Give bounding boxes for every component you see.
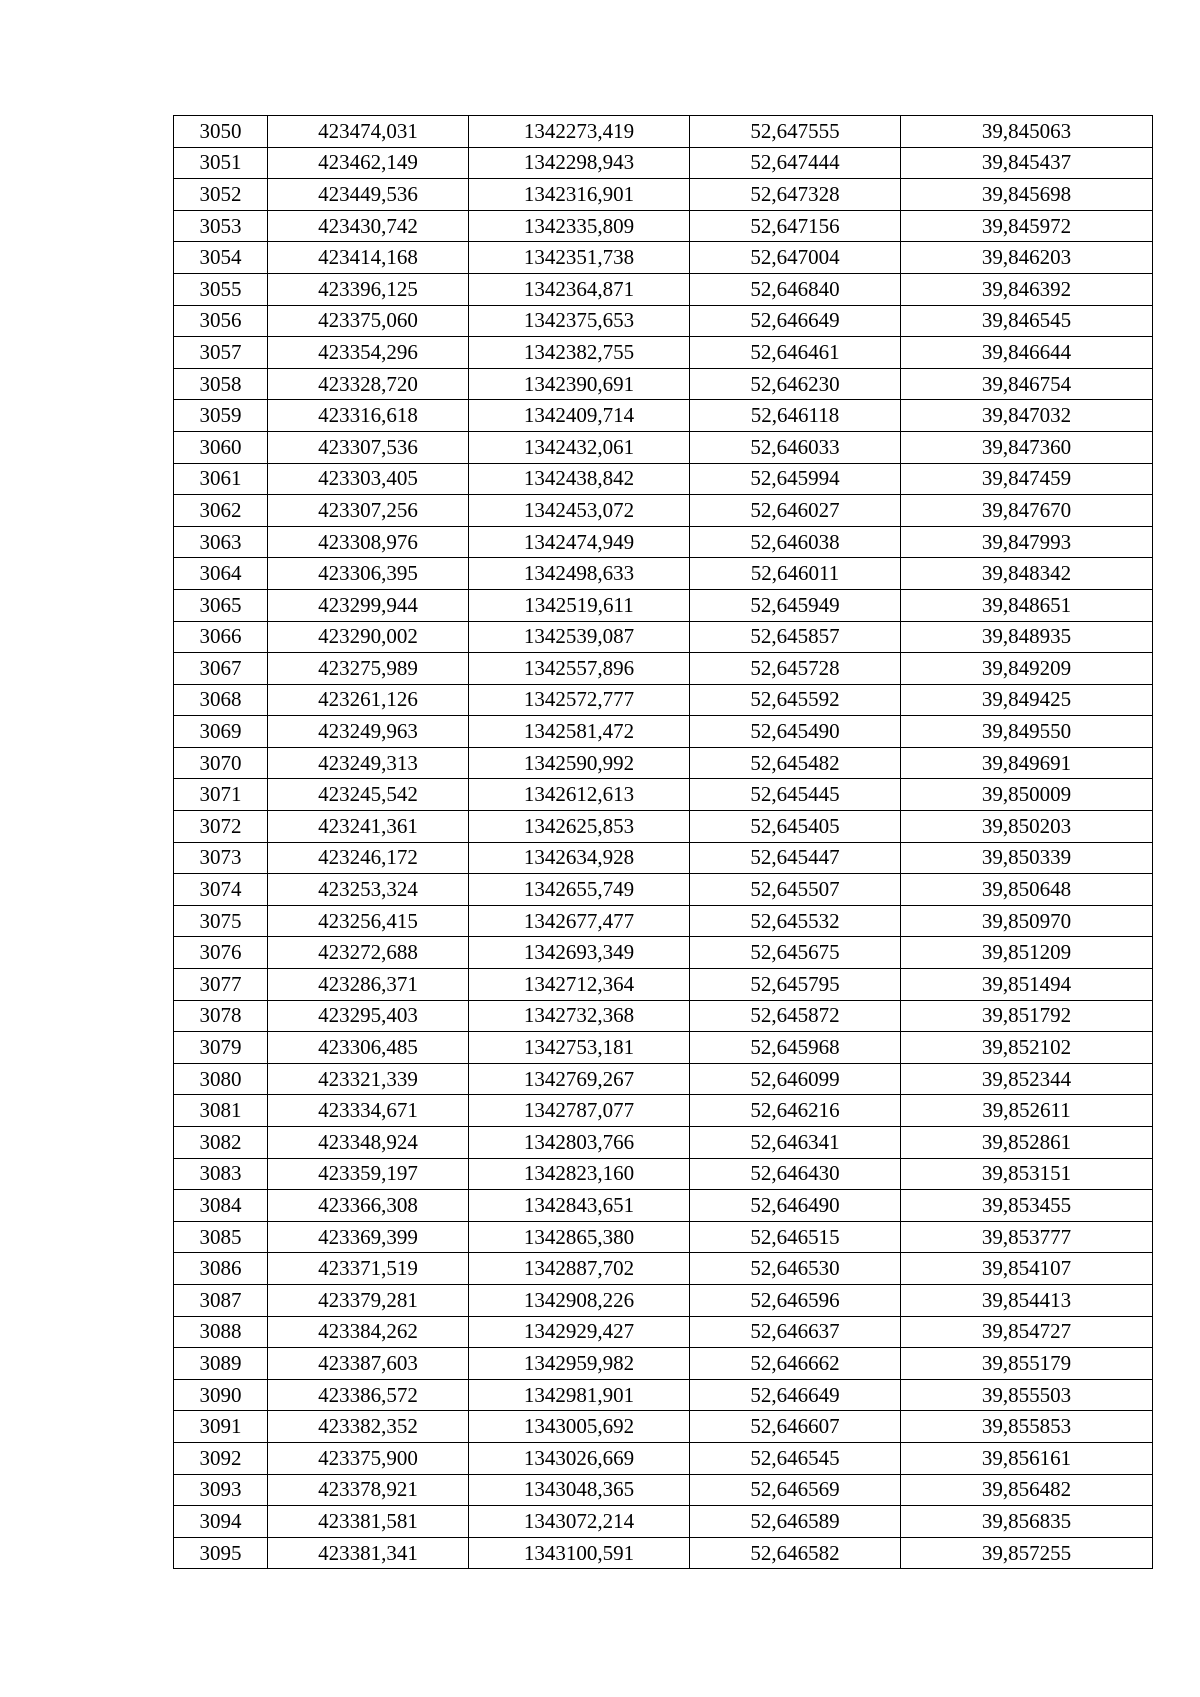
latitude-cell: 52,646596 (690, 1284, 901, 1316)
x-coordinate-cell: 423354,296 (268, 337, 469, 369)
latitude-cell: 52,646637 (690, 1316, 901, 1348)
table-row (174, 937, 1153, 969)
y-coordinate-cell: 1342432,061 (469, 431, 690, 463)
latitude-cell: 52,647004 (690, 242, 901, 274)
x-coordinate-cell: 423375,900 (268, 1442, 469, 1474)
y-coordinate-cell: 1342655,749 (469, 874, 690, 906)
point-number-cell: 3084 (174, 1190, 268, 1222)
x-coordinate-cell: 423253,324 (268, 874, 469, 906)
y-coordinate-cell: 1343048,365 (469, 1474, 690, 1506)
x-coordinate-cell: 423384,262 (268, 1316, 469, 1348)
x-coordinate-cell: 423386,572 (268, 1379, 469, 1411)
latitude-cell: 52,646515 (690, 1221, 901, 1253)
y-coordinate-cell: 1342753,181 (469, 1032, 690, 1064)
table-row (174, 1032, 1153, 1064)
latitude-cell: 52,646569 (690, 1474, 901, 1506)
point-number-cell: 3056 (174, 305, 268, 337)
point-number-cell: 3063 (174, 526, 268, 558)
longitude-cell: 39,854413 (901, 1284, 1153, 1316)
table-row (174, 1000, 1153, 1032)
latitude-cell: 52,645592 (690, 684, 901, 716)
y-coordinate-cell: 1342732,368 (469, 1000, 690, 1032)
table-row (174, 1158, 1153, 1190)
latitude-cell: 52,647555 (690, 116, 901, 148)
longitude-cell: 39,850648 (901, 874, 1153, 906)
longitude-cell: 39,849425 (901, 684, 1153, 716)
y-coordinate-cell: 1342908,226 (469, 1284, 690, 1316)
table-row (174, 969, 1153, 1001)
longitude-cell: 39,848342 (901, 558, 1153, 590)
y-coordinate-cell: 1342581,472 (469, 716, 690, 748)
latitude-cell: 52,646230 (690, 368, 901, 400)
table-row (174, 1537, 1153, 1569)
table-row (174, 779, 1153, 811)
point-number-cell: 3062 (174, 495, 268, 527)
x-coordinate-cell: 423449,536 (268, 179, 469, 211)
point-number-cell: 3060 (174, 431, 268, 463)
point-number-cell: 3072 (174, 811, 268, 843)
x-coordinate-cell: 423348,924 (268, 1127, 469, 1159)
point-number-cell: 3074 (174, 874, 268, 906)
latitude-cell: 52,646840 (690, 273, 901, 305)
y-coordinate-cell: 1342612,613 (469, 779, 690, 811)
point-number-cell: 3066 (174, 621, 268, 653)
point-number-cell: 3083 (174, 1158, 268, 1190)
point-number-cell: 3055 (174, 273, 268, 305)
x-coordinate-cell: 423261,126 (268, 684, 469, 716)
table-row (174, 305, 1153, 337)
longitude-cell: 39,847459 (901, 463, 1153, 495)
longitude-cell: 39,847360 (901, 431, 1153, 463)
point-number-cell: 3061 (174, 463, 268, 495)
longitude-cell: 39,849550 (901, 716, 1153, 748)
x-coordinate-cell: 423369,399 (268, 1221, 469, 1253)
x-coordinate-cell: 423359,197 (268, 1158, 469, 1190)
y-coordinate-cell: 1342959,982 (469, 1348, 690, 1380)
point-number-cell: 3052 (174, 179, 268, 211)
y-coordinate-cell: 1342693,349 (469, 937, 690, 969)
x-coordinate-cell: 423387,603 (268, 1348, 469, 1380)
point-number-cell: 3089 (174, 1348, 268, 1380)
table-row (174, 147, 1153, 179)
table-row (174, 1253, 1153, 1285)
coordinates-table (173, 115, 1153, 1569)
longitude-cell: 39,845698 (901, 179, 1153, 211)
table-row (174, 242, 1153, 274)
latitude-cell: 52,645857 (690, 621, 901, 653)
latitude-cell: 52,646662 (690, 1348, 901, 1380)
point-number-cell: 3094 (174, 1506, 268, 1538)
table-row (174, 874, 1153, 906)
table-row (174, 368, 1153, 400)
latitude-cell: 52,646011 (690, 558, 901, 590)
x-coordinate-cell: 423381,581 (268, 1506, 469, 1538)
longitude-cell: 39,845972 (901, 210, 1153, 242)
latitude-cell: 52,646530 (690, 1253, 901, 1285)
x-coordinate-cell: 423272,688 (268, 937, 469, 969)
x-coordinate-cell: 423474,031 (268, 116, 469, 148)
point-number-cell: 3059 (174, 400, 268, 432)
y-coordinate-cell: 1343100,591 (469, 1537, 690, 1569)
point-number-cell: 3091 (174, 1411, 268, 1443)
table-row (174, 653, 1153, 685)
longitude-cell: 39,846545 (901, 305, 1153, 337)
y-coordinate-cell: 1342298,943 (469, 147, 690, 179)
longitude-cell: 39,851209 (901, 937, 1153, 969)
latitude-cell: 52,645405 (690, 811, 901, 843)
x-coordinate-cell: 423299,944 (268, 589, 469, 621)
x-coordinate-cell: 423375,060 (268, 305, 469, 337)
longitude-cell: 39,846754 (901, 368, 1153, 400)
longitude-cell: 39,853455 (901, 1190, 1153, 1222)
latitude-cell: 52,645795 (690, 969, 901, 1001)
x-coordinate-cell: 423307,256 (268, 495, 469, 527)
y-coordinate-cell: 1343026,669 (469, 1442, 690, 1474)
point-number-cell: 3054 (174, 242, 268, 274)
table-row (174, 273, 1153, 305)
latitude-cell: 52,646027 (690, 495, 901, 527)
latitude-cell: 52,645445 (690, 779, 901, 811)
latitude-cell: 52,646038 (690, 526, 901, 558)
x-coordinate-cell: 423430,742 (268, 210, 469, 242)
longitude-cell: 39,848651 (901, 589, 1153, 621)
latitude-cell: 52,646649 (690, 305, 901, 337)
x-coordinate-cell: 423414,168 (268, 242, 469, 274)
x-coordinate-cell: 423462,149 (268, 147, 469, 179)
latitude-cell: 52,645872 (690, 1000, 901, 1032)
point-number-cell: 3070 (174, 747, 268, 779)
point-number-cell: 3053 (174, 210, 268, 242)
y-coordinate-cell: 1342316,901 (469, 179, 690, 211)
point-number-cell: 3088 (174, 1316, 268, 1348)
x-coordinate-cell: 423382,352 (268, 1411, 469, 1443)
table-row (174, 495, 1153, 527)
latitude-cell: 52,645994 (690, 463, 901, 495)
latitude-cell: 52,647328 (690, 179, 901, 211)
table-row (174, 463, 1153, 495)
point-number-cell: 3078 (174, 1000, 268, 1032)
table-row (174, 1348, 1153, 1380)
table-row (174, 400, 1153, 432)
latitude-cell: 52,645968 (690, 1032, 901, 1064)
x-coordinate-cell: 423334,671 (268, 1095, 469, 1127)
x-coordinate-cell: 423371,519 (268, 1253, 469, 1285)
y-coordinate-cell: 1342519,611 (469, 589, 690, 621)
table-row (174, 811, 1153, 843)
y-coordinate-cell: 1342677,477 (469, 905, 690, 937)
longitude-cell: 39,855179 (901, 1348, 1153, 1380)
table-row (174, 1190, 1153, 1222)
table-row (174, 1316, 1153, 1348)
table-row (174, 558, 1153, 590)
y-coordinate-cell: 1342382,755 (469, 337, 690, 369)
y-coordinate-cell: 1342634,928 (469, 842, 690, 874)
y-coordinate-cell: 1342273,419 (469, 116, 690, 148)
table-row (174, 210, 1153, 242)
point-number-cell: 3051 (174, 147, 268, 179)
table-row (174, 1474, 1153, 1506)
latitude-cell: 52,646649 (690, 1379, 901, 1411)
y-coordinate-cell: 1342712,364 (469, 969, 690, 1001)
y-coordinate-cell: 1342929,427 (469, 1316, 690, 1348)
latitude-cell: 52,646582 (690, 1537, 901, 1569)
latitude-cell: 52,646545 (690, 1442, 901, 1474)
table-row (174, 1442, 1153, 1474)
latitude-cell: 52,646490 (690, 1190, 901, 1222)
longitude-cell: 39,848935 (901, 621, 1153, 653)
y-coordinate-cell: 1343005,692 (469, 1411, 690, 1443)
x-coordinate-cell: 423306,395 (268, 558, 469, 590)
longitude-cell: 39,857255 (901, 1537, 1153, 1569)
table-row (174, 526, 1153, 558)
y-coordinate-cell: 1342590,992 (469, 747, 690, 779)
point-number-cell: 3086 (174, 1253, 268, 1285)
y-coordinate-cell: 1342498,633 (469, 558, 690, 590)
table-row (174, 1284, 1153, 1316)
latitude-cell: 52,646033 (690, 431, 901, 463)
point-number-cell: 3071 (174, 779, 268, 811)
longitude-cell: 39,846203 (901, 242, 1153, 274)
point-number-cell: 3069 (174, 716, 268, 748)
table-row (174, 747, 1153, 779)
y-coordinate-cell: 1342453,072 (469, 495, 690, 527)
longitude-cell: 39,850339 (901, 842, 1153, 874)
table-row (174, 431, 1153, 463)
longitude-cell: 39,849209 (901, 653, 1153, 685)
point-number-cell: 3077 (174, 969, 268, 1001)
longitude-cell: 39,854107 (901, 1253, 1153, 1285)
latitude-cell: 52,646216 (690, 1095, 901, 1127)
longitude-cell: 39,846644 (901, 337, 1153, 369)
x-coordinate-cell: 423381,341 (268, 1537, 469, 1569)
latitude-cell: 52,645490 (690, 716, 901, 748)
table-row (174, 1411, 1153, 1443)
point-number-cell: 3081 (174, 1095, 268, 1127)
longitude-cell: 39,853151 (901, 1158, 1153, 1190)
longitude-cell: 39,850970 (901, 905, 1153, 937)
point-number-cell: 3068 (174, 684, 268, 716)
point-number-cell: 3095 (174, 1537, 268, 1569)
latitude-cell: 52,645728 (690, 653, 901, 685)
longitude-cell: 39,845063 (901, 116, 1153, 148)
coordinates-table-body (174, 116, 1153, 1569)
y-coordinate-cell: 1342823,160 (469, 1158, 690, 1190)
x-coordinate-cell: 423378,921 (268, 1474, 469, 1506)
x-coordinate-cell: 423379,281 (268, 1284, 469, 1316)
point-number-cell: 3075 (174, 905, 268, 937)
y-coordinate-cell: 1342364,871 (469, 273, 690, 305)
latitude-cell: 52,645532 (690, 905, 901, 937)
x-coordinate-cell: 423275,989 (268, 653, 469, 685)
x-coordinate-cell: 423290,002 (268, 621, 469, 653)
table-row (174, 1063, 1153, 1095)
longitude-cell: 39,855503 (901, 1379, 1153, 1411)
latitude-cell: 52,645675 (690, 937, 901, 969)
table-row (174, 716, 1153, 748)
latitude-cell: 52,646461 (690, 337, 901, 369)
y-coordinate-cell: 1342572,777 (469, 684, 690, 716)
y-coordinate-cell: 1342887,702 (469, 1253, 690, 1285)
longitude-cell: 39,851494 (901, 969, 1153, 1001)
point-number-cell: 3064 (174, 558, 268, 590)
table-row (174, 1221, 1153, 1253)
point-number-cell: 3087 (174, 1284, 268, 1316)
table-row (174, 116, 1153, 148)
latitude-cell: 52,647156 (690, 210, 901, 242)
longitude-cell: 39,856482 (901, 1474, 1153, 1506)
latitude-cell: 52,646607 (690, 1411, 901, 1443)
table-row (174, 1379, 1153, 1411)
latitude-cell: 52,646099 (690, 1063, 901, 1095)
point-number-cell: 3093 (174, 1474, 268, 1506)
x-coordinate-cell: 423249,313 (268, 747, 469, 779)
x-coordinate-cell: 423316,618 (268, 400, 469, 432)
longitude-cell: 39,854727 (901, 1316, 1153, 1348)
x-coordinate-cell: 423295,403 (268, 1000, 469, 1032)
table-row (174, 337, 1153, 369)
longitude-cell: 39,845437 (901, 147, 1153, 179)
table-row (174, 684, 1153, 716)
longitude-cell: 39,855853 (901, 1411, 1153, 1443)
longitude-cell: 39,850009 (901, 779, 1153, 811)
x-coordinate-cell: 423321,339 (268, 1063, 469, 1095)
x-coordinate-cell: 423366,308 (268, 1190, 469, 1222)
x-coordinate-cell: 423286,371 (268, 969, 469, 1001)
x-coordinate-cell: 423246,172 (268, 842, 469, 874)
point-number-cell: 3082 (174, 1127, 268, 1159)
longitude-cell: 39,851792 (901, 1000, 1153, 1032)
y-coordinate-cell: 1342474,949 (469, 526, 690, 558)
longitude-cell: 39,849691 (901, 747, 1153, 779)
x-coordinate-cell: 423256,415 (268, 905, 469, 937)
longitude-cell: 39,852861 (901, 1127, 1153, 1159)
y-coordinate-cell: 1342409,714 (469, 400, 690, 432)
table-row (174, 589, 1153, 621)
x-coordinate-cell: 423306,485 (268, 1032, 469, 1064)
x-coordinate-cell: 423328,720 (268, 368, 469, 400)
longitude-cell: 39,856835 (901, 1506, 1153, 1538)
table-row (174, 179, 1153, 211)
longitude-cell: 39,847993 (901, 526, 1153, 558)
longitude-cell: 39,856161 (901, 1442, 1153, 1474)
y-coordinate-cell: 1342865,380 (469, 1221, 690, 1253)
table-row (174, 905, 1153, 937)
latitude-cell: 52,646118 (690, 400, 901, 432)
longitude-cell: 39,847670 (901, 495, 1153, 527)
x-coordinate-cell: 423249,963 (268, 716, 469, 748)
table-row (174, 1127, 1153, 1159)
point-number-cell: 3092 (174, 1442, 268, 1474)
y-coordinate-cell: 1342981,901 (469, 1379, 690, 1411)
point-number-cell: 3079 (174, 1032, 268, 1064)
x-coordinate-cell: 423308,976 (268, 526, 469, 558)
point-number-cell: 3058 (174, 368, 268, 400)
x-coordinate-cell: 423307,536 (268, 431, 469, 463)
y-coordinate-cell: 1342557,896 (469, 653, 690, 685)
point-number-cell: 3076 (174, 937, 268, 969)
x-coordinate-cell: 423245,542 (268, 779, 469, 811)
latitude-cell: 52,646589 (690, 1506, 901, 1538)
longitude-cell: 39,852611 (901, 1095, 1153, 1127)
y-coordinate-cell: 1342438,842 (469, 463, 690, 495)
x-coordinate-cell: 423241,361 (268, 811, 469, 843)
longitude-cell: 39,847032 (901, 400, 1153, 432)
table-row (174, 1095, 1153, 1127)
latitude-cell: 52,645447 (690, 842, 901, 874)
table-row (174, 1506, 1153, 1538)
y-coordinate-cell: 1342375,653 (469, 305, 690, 337)
point-number-cell: 3090 (174, 1379, 268, 1411)
latitude-cell: 52,645949 (690, 589, 901, 621)
x-coordinate-cell: 423396,125 (268, 273, 469, 305)
point-number-cell: 3085 (174, 1221, 268, 1253)
point-number-cell: 3065 (174, 589, 268, 621)
y-coordinate-cell: 1342539,087 (469, 621, 690, 653)
longitude-cell: 39,853777 (901, 1221, 1153, 1253)
point-number-cell: 3067 (174, 653, 268, 685)
y-coordinate-cell: 1342335,809 (469, 210, 690, 242)
longitude-cell: 39,846392 (901, 273, 1153, 305)
point-number-cell: 3073 (174, 842, 268, 874)
longitude-cell: 39,852102 (901, 1032, 1153, 1064)
y-coordinate-cell: 1342803,766 (469, 1127, 690, 1159)
y-coordinate-cell: 1342769,267 (469, 1063, 690, 1095)
y-coordinate-cell: 1343072,214 (469, 1506, 690, 1538)
y-coordinate-cell: 1342390,691 (469, 368, 690, 400)
latitude-cell: 52,645482 (690, 747, 901, 779)
point-number-cell: 3080 (174, 1063, 268, 1095)
y-coordinate-cell: 1342351,738 (469, 242, 690, 274)
longitude-cell: 39,852344 (901, 1063, 1153, 1095)
latitude-cell: 52,646430 (690, 1158, 901, 1190)
latitude-cell: 52,647444 (690, 147, 901, 179)
point-number-cell: 3057 (174, 337, 268, 369)
latitude-cell: 52,646341 (690, 1127, 901, 1159)
longitude-cell: 39,850203 (901, 811, 1153, 843)
point-number-cell: 3050 (174, 116, 268, 148)
x-coordinate-cell: 423303,405 (268, 463, 469, 495)
table-row (174, 621, 1153, 653)
y-coordinate-cell: 1342843,651 (469, 1190, 690, 1222)
y-coordinate-cell: 1342625,853 (469, 811, 690, 843)
y-coordinate-cell: 1342787,077 (469, 1095, 690, 1127)
latitude-cell: 52,645507 (690, 874, 901, 906)
table-row (174, 842, 1153, 874)
